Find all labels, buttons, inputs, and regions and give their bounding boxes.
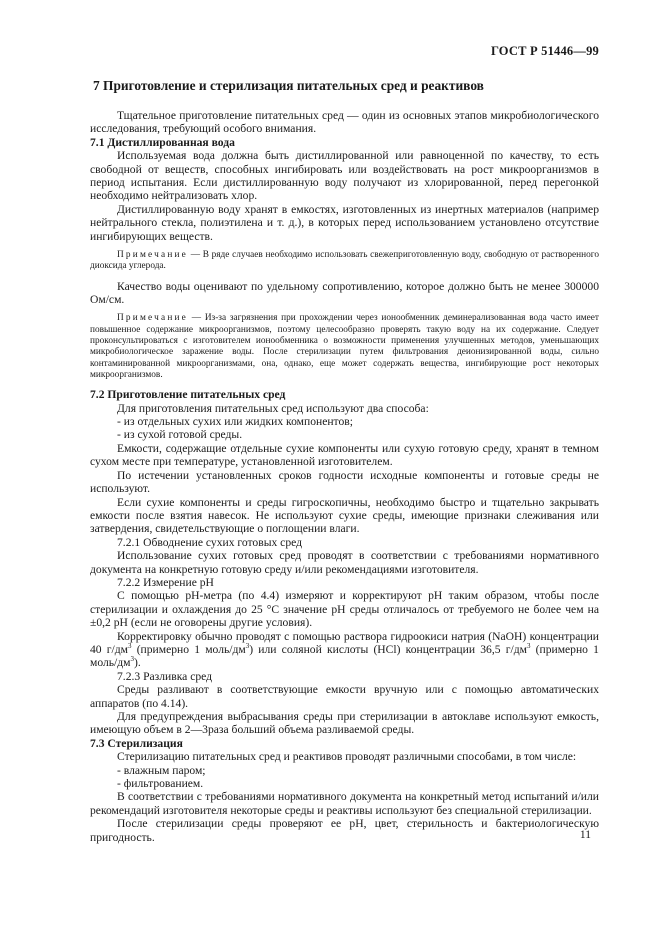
paragraph: В соответствии с требованиями нормативного документа на конкретный метод испытаний и/или рекомендаций изготовителя некоторые среды и реактивы используют без специальной стерилизации. (90, 790, 599, 817)
superscript: 3 (130, 655, 135, 664)
text-run: ). (134, 656, 141, 670)
note-label: Примечание (117, 250, 188, 261)
text-run: (примерно 1 моль/дм (90, 642, 599, 670)
document-body (90, 72, 599, 844)
note (90, 313, 599, 381)
paragraph: Среды разливают в соответствующие емкости вручную или с помощью автоматических аппаратов (по 4.14). (90, 683, 599, 710)
subsection-7-3-heading: 7.3 Стерилизация (90, 736, 183, 750)
paragraph: Используемая вода должна быть дистиллированной или равноценной по качеству, то есть свободной от веществ, способных ингибировать или воздействовать на рост микроорганизмов в период испытания. Если дистиллированную воду получают из хлорированной, перед перегонкой необходимо нейтрализовать хлор. (90, 149, 599, 203)
page-number: 11 (579, 829, 591, 841)
section-title: 7 Приготовление и стерилизация питательных сред и реактивов (93, 78, 484, 93)
paragraph: Если сухие компоненты и среды гигроскопичны, необходимо быстро и тщательно закрывать емкости после взятия навесок. Не используют сухие среды, имеющие признаки слеживания или затвердения, свидетельствующие о поглощении влаги. (90, 495, 599, 536)
subsection-7-1-heading: 7.1 Дистиллированная вода (90, 135, 235, 149)
subsection-7-2-heading: 7.2 Приготовление питательных сред (90, 388, 286, 402)
paragraph: Качество воды оценивают по удельному сопротивлению, которое должно быть не менее 300000 Ом/см. (90, 279, 599, 307)
subsection-7-2-2-heading: 7.2.2 Измерение рН (117, 575, 214, 589)
list-item: - фильтрованием. (117, 777, 204, 791)
paragraph: Емкости, содержащие отдельные сухие компоненты или сухую готовую среду, хранят в темном сухом месте при температуре, установленной изготовителем. (90, 441, 599, 469)
list-item: - из отдельных сухих или жидких компонентов; (117, 415, 353, 429)
document-code: ГОСТ Р 51446—99 (490, 44, 599, 58)
note-text: — В ряде случаев необходимо использовать свежеприготовленную воду, свободную от растворенного диоксида углерода. (90, 250, 599, 272)
subsection-7-2-1-heading: 7.2.1 Обводнение сухих готовых сред (117, 535, 303, 549)
intro-paragraph: Тщательное приготовление питательных сред — один из основных этапов микробиологического исследования, требующий особого внимания. (90, 109, 599, 136)
paragraph: Для предупреждения выбрасывания среды при стерилизации в автоклаве используют емкость, имеющую объем в 2—3раза больший объема разливаемой среды. (90, 710, 599, 737)
superscript: 3 (128, 642, 132, 651)
list-item: - влажным паром; (117, 763, 206, 777)
superscript: 3 (526, 642, 531, 651)
note-label: Примечание (117, 313, 188, 324)
text-run: Корректировку обычно проводят с помощью раствора гидроокиси натрия (NaOH) концентрации 40 г/дм (90, 629, 599, 656)
paragraph (90, 630, 599, 670)
list-item: - из сухой готовой среды. (117, 428, 243, 442)
paragraph: После стерилизации среды проверяют ее рН, цвет, стерильность и бактериологическую пригодность. (90, 817, 599, 844)
note-text: — Из-за загрязнения при прохождении через ионообменник деминерализованная вода часто имеет повышенное содержание микроорганизмов, поэтому целесообразно проверять такую воду на их содержание. Следует проконсультироваться с изготовителем ионообменника о возможности применения улучшенных методов, уменьшающих микробиологическое заражение воды. После стерилизации путем фильтрования деионизированной воды, сильно контаминированной микроорганизмами, она, однако, еще может содержать вещества, ингибирующие рост некоторых микроорганизмов. (90, 313, 599, 380)
superscript: 3 (245, 642, 250, 651)
paragraph: По истечении установленных сроков годности исходные компоненты и готовые среды не используют. (90, 468, 599, 496)
note (90, 250, 599, 273)
paragraph: Для приготовления питательных сред используют два способа: (117, 401, 429, 415)
paragraph: Дистиллированную воду хранят в емкостях, изготовленных из инертных материалов (например нейтрального стекла, полиэтилена и т. д.), в которых перед использованием установлено отсутствие ингибирующих веществ. (90, 202, 599, 243)
text-run: ) или соляной кислоты (HCl) концентрации 36,5 г/дм (249, 642, 527, 656)
text-run: (примерно 1 моль/дм (131, 642, 246, 656)
paragraph: Использование сухих готовых сред проводят в соответствии с требованиями нормативного документа на конкретную готовую среду и/или рекомендациями изготовителя. (90, 549, 599, 576)
paragraph: С помощью рН-метра (по 4.4) измеряют и корректируют рН таким образом, чтобы после стерилизации и охлаждения до 25 °С значение рН среды отличалось от требуемого не более чем на ±0,2 рН (если не оговорены другие условия). (90, 589, 599, 630)
subsection-7-2-3-heading: 7.2.3 Разливка сред (117, 669, 213, 683)
paragraph: Стерилизацию питательных сред и реактивов проводят различными способами, в том числе: (117, 750, 577, 764)
